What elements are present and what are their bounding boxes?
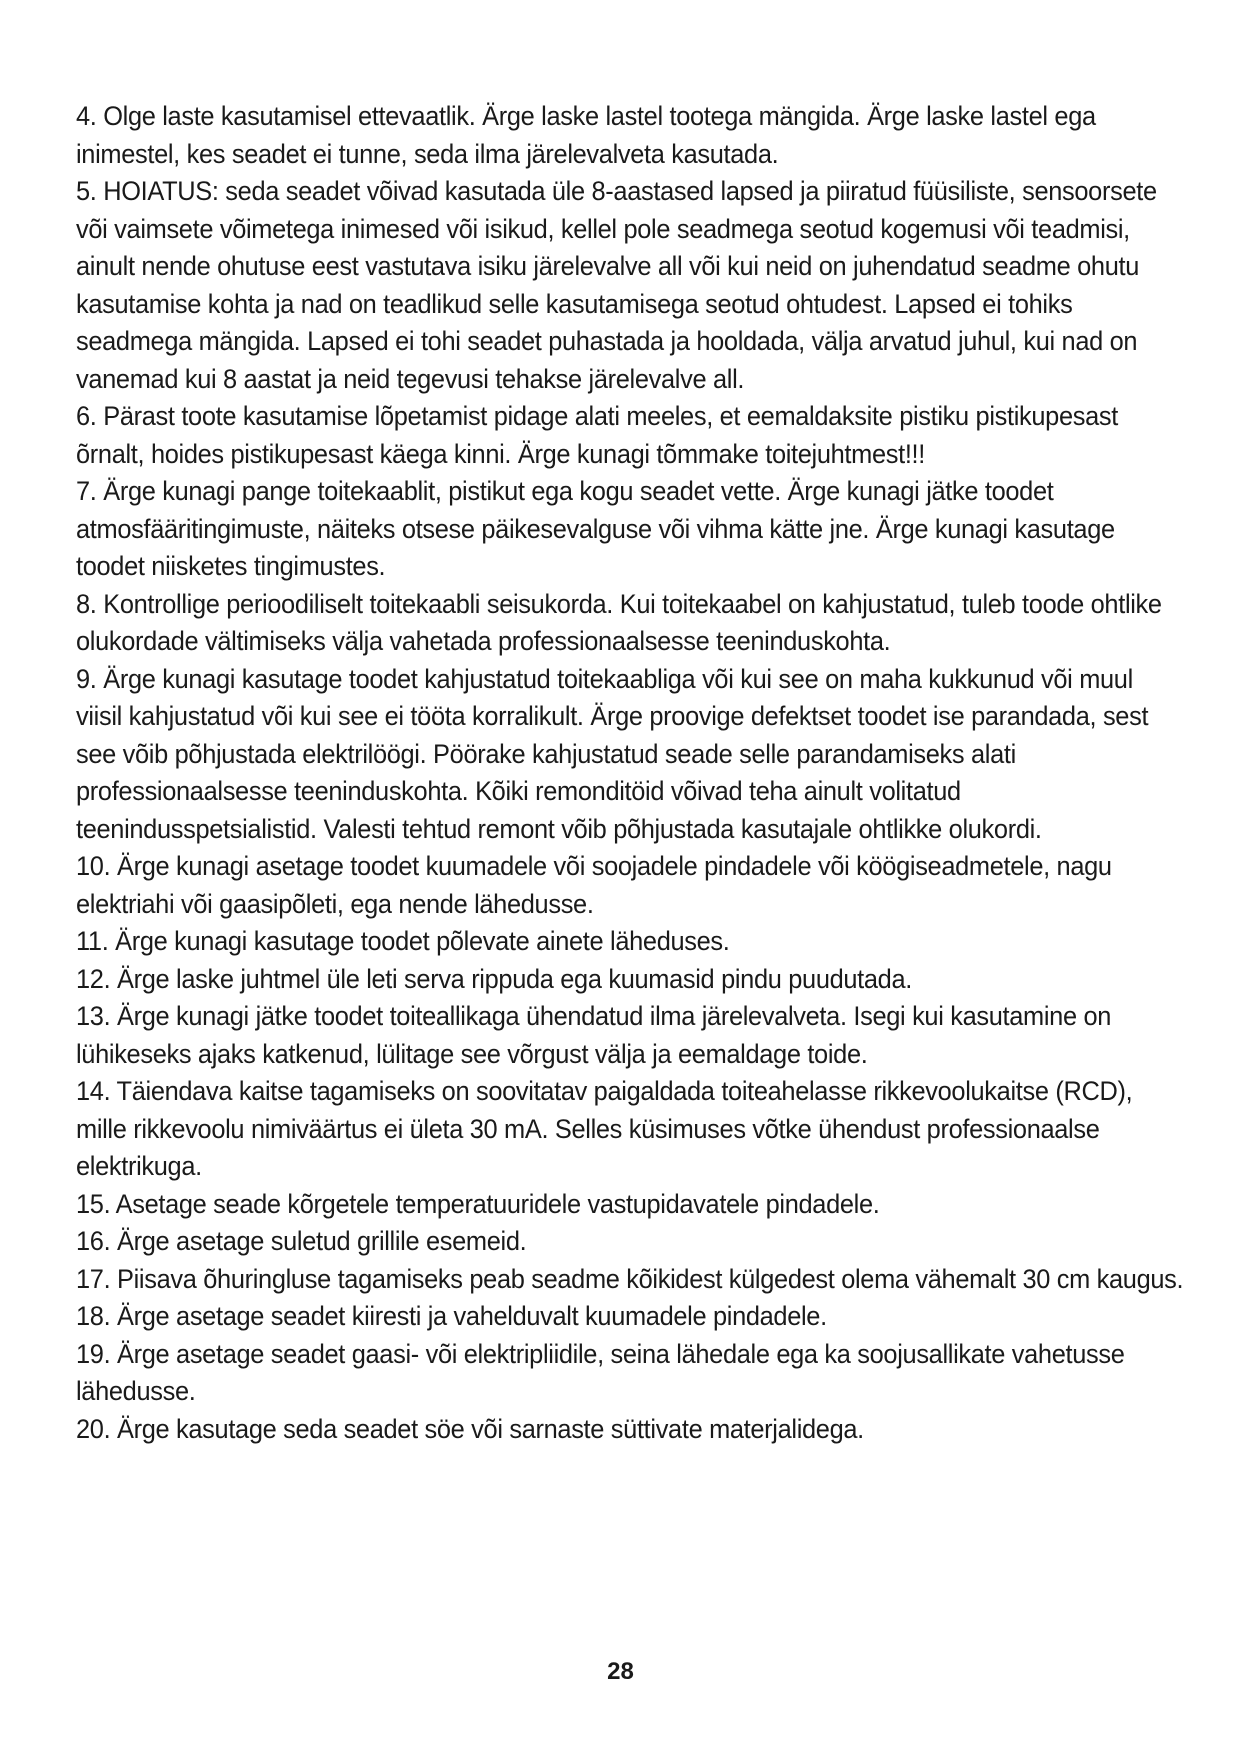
list-item: 14. Täiendava kaitse tagamiseks on soovitatav paigaldada toiteahelasse rikkevoolukaitse (RCD), mille rikkevoolu nimiväärtus ei ületa 30 mA. Selles küsimuses võtke ühendust professionaalse elektrikuga. bbox=[76, 1076, 1133, 1181]
list-item: 4. Olge laste kasutamisel ettevaatlik. Ärge laske lastel tootega mängida. Ärge laske lastel ega inimestel, kes seadet ei tunne, seda ilma järelevalveta kasutada. bbox=[76, 101, 1096, 169]
list-item: 9. Ärge kunagi kasutage toodet kahjustatud toitekaabliga või kui see on maha kukkunud või muul viisil kahjustatud või kui see ei tööta korralikult. Ärge proovige defektset toodet ise parandada, sest see võib põhjustada elektrilöögi. Pöörake kahjustatud seade selle parandamiseks alati professionaalsesse teeninduskohta. Kõiki remonditöid võivad teha ainult volitatud teenindusspetsialistid. Valesti tehtud remont võib põhjustada kasutajale ohtlikke olukordi. bbox=[76, 663, 1149, 844]
list-item: 13. Ärge kunagi jätke toodet toiteallikaga ühendatud ilma järelevalveta. Isegi kui kasutamine on lühikeseks ajaks katkenud, lülitage see võrgust välja ja eemaldage toide. bbox=[76, 1001, 1112, 1069]
list-item: 12. Ärge laske juhtmel üle leti serva rippuda ega kuumasid pindu puudutada. bbox=[76, 963, 912, 994]
list-item: 15. Asetage seade kõrgetele temperatuuridele vastupidavatele pindadele. bbox=[76, 1188, 880, 1219]
list-item: 5. HOIATUS: seda seadet võivad kasutada üle 8-aastased lapsed ja piiratud füüsiliste, sensoorsete või vaimsete võimetega inimesed või isikud, kellel pole seadmega seotud kogemusi või teadmisi, ainult nende ohutuse eest vastutava isiku järelevalve all või kui neid on juhendatud seadme ohutu kasutamise kohta ja nad on teadlikud selle kasutamisega seotud ohtudest. Lapsed ei tohiks seadmega mängida. Lapsed ei tohi seadet puhastada ja hooldada, välja arvatud juhul, kui nad on vanemad kui 8 aastat ja neid tegevusi tehakse järelevalve all. bbox=[76, 176, 1157, 394]
list-item: 18. Ärge asetage seadet kiiresti ja vahelduvalt kuumadele pindadele. bbox=[76, 1301, 827, 1331]
list-item: 8. Kontrollige perioodiliselt toitekaabli seisukorda. Kui toitekaabel on kahjustatud, tuleb toode ohtlike olukordade vältimiseks välja vahetada professionaalsesse teeninduskohta. bbox=[76, 588, 1162, 656]
list-item: 11. Ärge kunagi kasutage toodet põlevate ainete läheduses. bbox=[76, 926, 730, 956]
list-item: 7. Ärge kunagi pange toitekaablit, pistikut ega kogu seadet vette. Ärge kunagi jätke toodet atmosfääritingimuste, näiteks otsese päikesevalguse või vihma kätte jne. Ärge kunagi kasutage toodet niisketes tingimustes. bbox=[76, 476, 1115, 581]
safety-instructions-list bbox=[76, 98, 1186, 1448]
list-item: 17. Piisava õhuringluse tagamiseks peab seadme kõikidest külgedest olema vähemalt 30 cm kaugus. bbox=[76, 1263, 1184, 1294]
list-item: 19. Ärge asetage seadet gaasi- või elektripliidile, seina lähedale ega ka soojusallikate vahetusse lähedusse. bbox=[76, 1338, 1125, 1406]
list-item: 6. Pärast toote kasutamise lõpetamist pidage alati meeles, et eemaldaksite pistiku pistikupesast õrnalt, hoides pistikupesast käega kinni. Ärge kunagi tõmmake toitejuhtmest!!! bbox=[76, 401, 1118, 469]
page-number: 28 bbox=[607, 1658, 634, 1685]
list-item: 10. Ärge kunagi asetage toodet kuumadele või soojadele pindadele või köögiseadmetele, nagu elektriahi või gaasipõleti, ega nende lähedusse. bbox=[76, 851, 1112, 919]
list-item: 20. Ärge kasutage seda seadet söe või sarnaste süttivate materjalidega. bbox=[76, 1413, 864, 1444]
list-item: 16. Ärge asetage suletud grillile esemeid. bbox=[76, 1226, 527, 1256]
